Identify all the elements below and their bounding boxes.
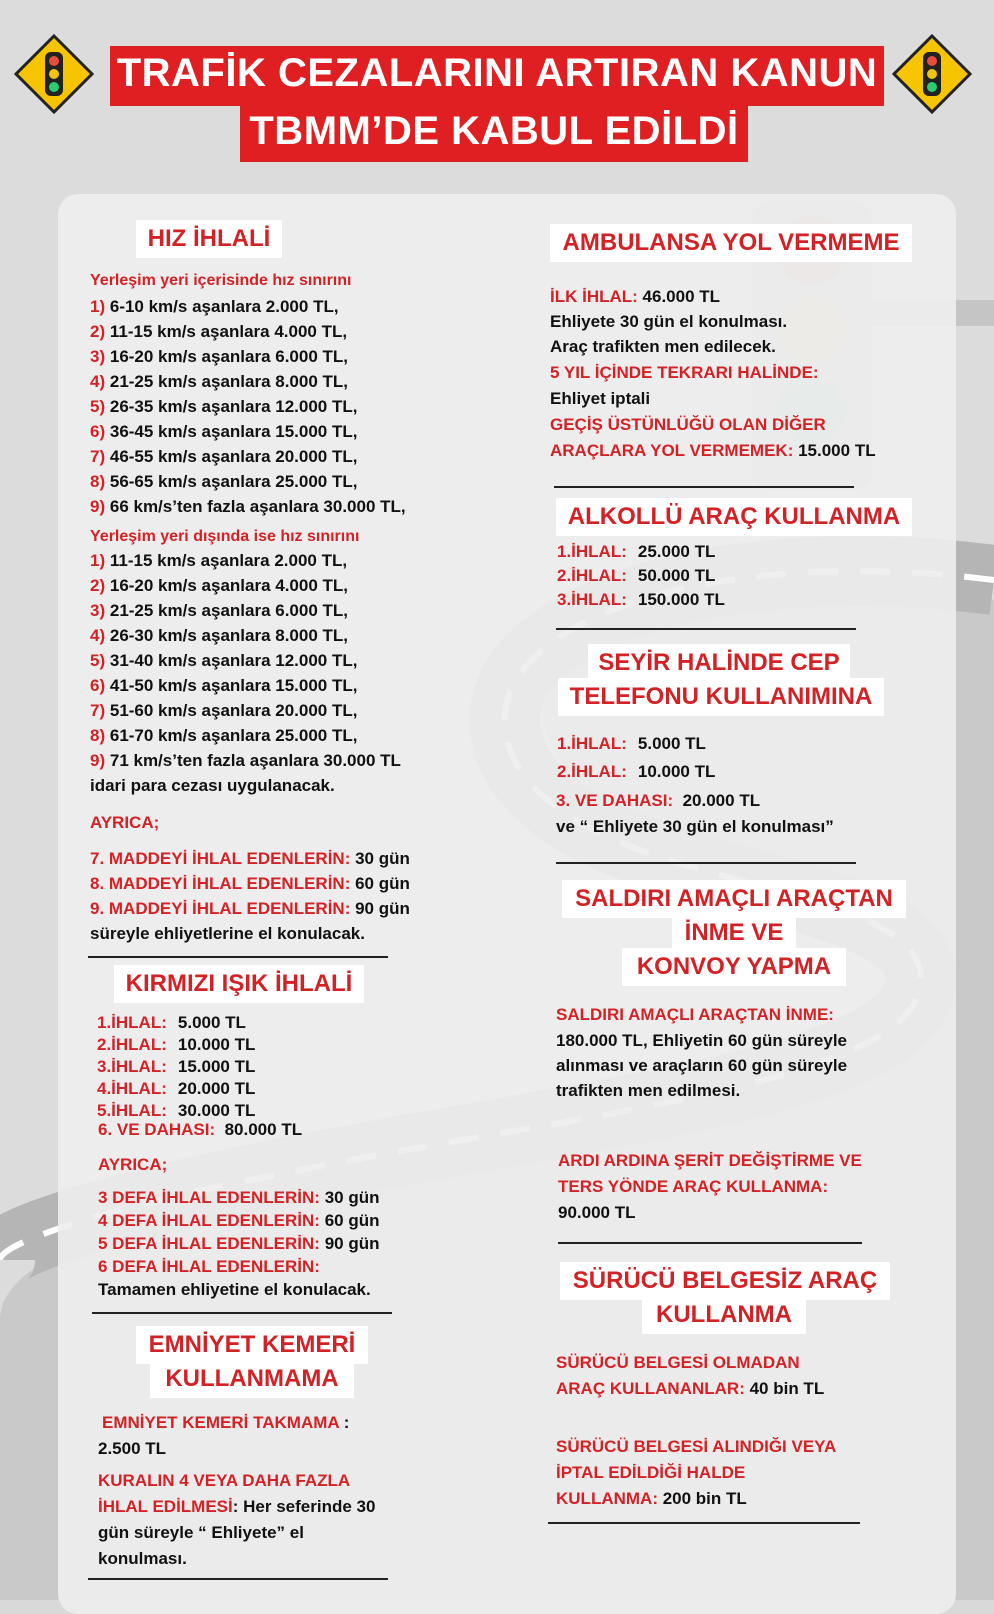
- list-item: 5) 31-40 km/s aşanlara 12.000 TL,: [90, 651, 358, 670]
- speed-outside-label: Yerleşim yeri dışında ise hız sınırını: [90, 528, 360, 545]
- table-row: 1.İHLAL: 5.000 TL: [97, 1013, 246, 1032]
- table-row: 2.İHLAL: 10.000 TL: [97, 1035, 256, 1054]
- license-header-1: SÜRÜCÜ BELGESİZ ARAÇ: [560, 1262, 890, 1300]
- red-light-header: KIRMIZI IŞIK İHLALİ: [114, 965, 364, 1003]
- license-header-2: KULLANMA: [642, 1296, 806, 1334]
- ambulance-repeat-label: 5 YIL İÇİNDE TEKRARI HALİNDE:: [550, 363, 819, 382]
- license-a1: SÜRÜCÜ BELGESİ OLMADAN: [556, 1353, 800, 1372]
- phone-header-2: TELEFONU KULLANIMINA: [558, 678, 884, 716]
- divider: [556, 628, 856, 630]
- list-item: 4) 21-25 km/s aşanlara 8.000 TL,: [90, 372, 349, 391]
- lane-label-b: TERS YÖNDE ARAÇ KULLANMA:: [558, 1177, 829, 1196]
- license-b3: KULLANMA: 200 bin TL: [556, 1489, 747, 1508]
- assault-header-2: İNME VE: [672, 914, 796, 952]
- assault-header-1: SALDIRI AMAÇLI ARAÇTAN: [562, 880, 906, 918]
- table-row: 5.İHLAL: 30.000 TL: [97, 1101, 256, 1120]
- divider: [554, 486, 854, 488]
- assault-header-3: KONVOY YAPMA: [622, 948, 846, 986]
- list-item: 3) 21-25 km/s aşanlara 6.000 TL,: [90, 601, 349, 620]
- list-item: 4 DEFA İHLAL EDENLERİN: 60 gün: [98, 1211, 380, 1230]
- speed-also-label: AYRICA;: [90, 813, 160, 832]
- list-item: 7) 51-60 km/s aşanlara 20.000 TL,: [90, 701, 358, 720]
- phone-more: 3. VE DAHASI: 20.000 TL: [556, 791, 761, 810]
- table-row: 4.İHLAL: 20.000 TL: [97, 1079, 256, 1098]
- alcohol-header: ALKOLLÜ ARAÇ KULLANMA: [556, 498, 912, 536]
- list-item: 9) 66 km/s’ten fazla aşanlara 30.000 TL,: [90, 497, 406, 516]
- table-row: 1.İHLAL: 5.000 TL: [557, 734, 706, 753]
- list-item: 8) 61-70 km/s aşanlara 25.000 TL,: [90, 726, 358, 745]
- seatbelt-value-2c: konulması.: [98, 1549, 187, 1568]
- assault-line3: trafikten men edilmesi.: [556, 1081, 741, 1100]
- list-item: 2) 16-20 km/s aşanlara 4.000 TL,: [90, 576, 349, 595]
- red-light-also-label: AYRICA;: [98, 1155, 168, 1174]
- red-light-more: 6. VE DAHASI: 80.000 TL: [98, 1120, 303, 1139]
- list-item: 5) 26-35 km/s aşanlara 12.000 TL,: [90, 397, 358, 416]
- page-title-line2: TBMM’DE KABUL EDİLDİ: [240, 104, 748, 162]
- ambulance-header: AMBULANSA YOL VERMEME: [550, 224, 912, 262]
- license-b2: İPTAL EDİLDİĞİ HALDE: [556, 1463, 746, 1482]
- table-row: 3.İHLAL: 15.000 TL: [97, 1057, 256, 1076]
- ambulance-priority-b: ARAÇLARA YOL VERMEMEK: 15.000 TL: [550, 441, 876, 460]
- divider: [92, 1312, 392, 1314]
- table-row: 2.İHLAL: 50.000 TL: [557, 566, 716, 585]
- traffic-light-sign-icon: [14, 34, 94, 114]
- seatbelt-value-2b: gün süreyle “ Ehliyete” el: [98, 1523, 304, 1542]
- license-a2: ARAÇ KULLANANLAR: 40 bin TL: [556, 1379, 825, 1398]
- phone-header-1: SEYİR HALİNDE CEP: [588, 644, 850, 682]
- page-title-line1: TRAFİK CEZALARINI ARTIRAN KANUN: [110, 46, 884, 106]
- red-light-extra-note: Tamamen ehliyetine el konulacak.: [98, 1280, 371, 1299]
- speed-header: HIZ İHLALİ: [136, 220, 282, 258]
- speed-extra-list: [90, 846, 410, 946]
- speed-inside-label: Yerleşim yeri içerisinde hız sınırını: [90, 272, 352, 289]
- license-b1: SÜRÜCÜ BELGESİ ALINDIĞI VEYA: [556, 1437, 837, 1456]
- speed-inside-list: [90, 294, 406, 519]
- table-row: 2.İHLAL: 10.000 TL: [557, 762, 716, 781]
- assault-line2: alınması ve araçların 60 gün süreyle: [556, 1056, 848, 1075]
- list-item: 8) 56-65 km/s aşanlara 25.000 TL,: [90, 472, 358, 491]
- list-item: 1) 6-10 km/s aşanlara 2.000 TL,: [90, 297, 339, 316]
- list-item: 3) 16-20 km/s aşanlara 6.000 TL,: [90, 347, 349, 366]
- list-item: 9. MADDEYİ İHLAL EDENLERİN: 90 gün: [90, 899, 410, 918]
- list-item: 9) 71 km/s’ten fazla aşanlara 30.000 TL: [90, 751, 401, 770]
- list-item: 8. MADDEYİ İHLAL EDENLERİN: 60 gün: [90, 874, 410, 893]
- table-row: 1.İHLAL: 25.000 TL: [557, 542, 716, 561]
- lane-value: 90.000 TL: [558, 1203, 636, 1222]
- seatbelt-header-2: KULLANMAMA: [150, 1360, 354, 1398]
- traffic-light-sign-icon: [892, 34, 972, 114]
- speed-extra-note: süreyle ehliyetlerine el konulacak.: [90, 924, 365, 943]
- divider: [88, 956, 388, 958]
- phone-note: ve “ Ehliyete 30 gün el konulması”: [556, 817, 834, 836]
- phone-table: [556, 730, 716, 786]
- divider: [556, 862, 856, 864]
- list-item: 3 DEFA İHLAL EDENLERİN: 30 gün: [98, 1188, 380, 1207]
- table-row: 3.İHLAL: 150.000 TL: [557, 590, 725, 609]
- assault-line1: 180.000 TL, Ehliyetin 60 gün süreyle: [556, 1031, 848, 1050]
- ambulance-repeat-value: Ehliyet iptali: [550, 389, 651, 408]
- seatbelt-label-2a: KURALIN 4 VEYA DAHA FAZLA: [98, 1471, 351, 1490]
- red-light-extra-list: [98, 1186, 379, 1301]
- alcohol-table: [556, 540, 726, 612]
- list-item: 7. MADDEYİ İHLAL EDENLERİN: 30 gün: [90, 849, 410, 868]
- assault-label: SALDIRI AMAÇLI ARAÇTAN İNME:: [556, 1005, 834, 1024]
- ambulance-first: İLK İHLAL: 46.000 TL: [550, 287, 721, 306]
- speed-outside-list: [90, 548, 401, 798]
- divider: [548, 1522, 860, 1524]
- seatbelt-label-2b: İHLAL EDİLMESİ: Her seferinde 30: [98, 1497, 376, 1516]
- list-item: 5 DEFA İHLAL EDENLERİN: 90 gün: [98, 1234, 380, 1253]
- list-item: 6) 41-50 km/s aşanlara 15.000 TL,: [90, 676, 358, 695]
- list-item: 1) 11-15 km/s aşanlara 2.000 TL,: [90, 551, 348, 570]
- list-item: 6) 36-45 km/s aşanlara 15.000 TL,: [90, 422, 358, 441]
- seatbelt-value-1: 2.500 TL: [98, 1439, 167, 1458]
- speed-admin-note: idari para cezası uygulanacak.: [90, 776, 335, 795]
- list-item: 4) 26-30 km/s aşanlara 8.000 TL,: [90, 626, 349, 645]
- lane-label-a: ARDI ARDINA ŞERİT DEĞİŞTİRME VE: [558, 1151, 862, 1170]
- seatbelt-header-1: EMNİYET KEMERİ: [136, 1326, 368, 1364]
- ambulance-priority-a: GEÇİŞ ÜSTÜNLÜĞÜ OLAN DİĞER: [550, 415, 826, 434]
- list-item: 2) 11-15 km/s aşanlara 4.000 TL,: [90, 322, 348, 341]
- list-item: 7) 46-55 km/s aşanlara 20.000 TL,: [90, 447, 358, 466]
- red-light-table: [96, 1012, 256, 1122]
- list-item: 6 DEFA İHLAL EDENLERİN:: [98, 1257, 320, 1276]
- ambulance-line2: Ehliyete 30 gün el konulması.: [550, 312, 788, 331]
- seatbelt-label-1: EMNİYET KEMERİ TAKMAMA :: [102, 1413, 350, 1432]
- divider: [558, 1242, 862, 1244]
- ambulance-line3: Araç trafikten men edilecek.: [550, 337, 776, 356]
- divider: [88, 1578, 388, 1580]
